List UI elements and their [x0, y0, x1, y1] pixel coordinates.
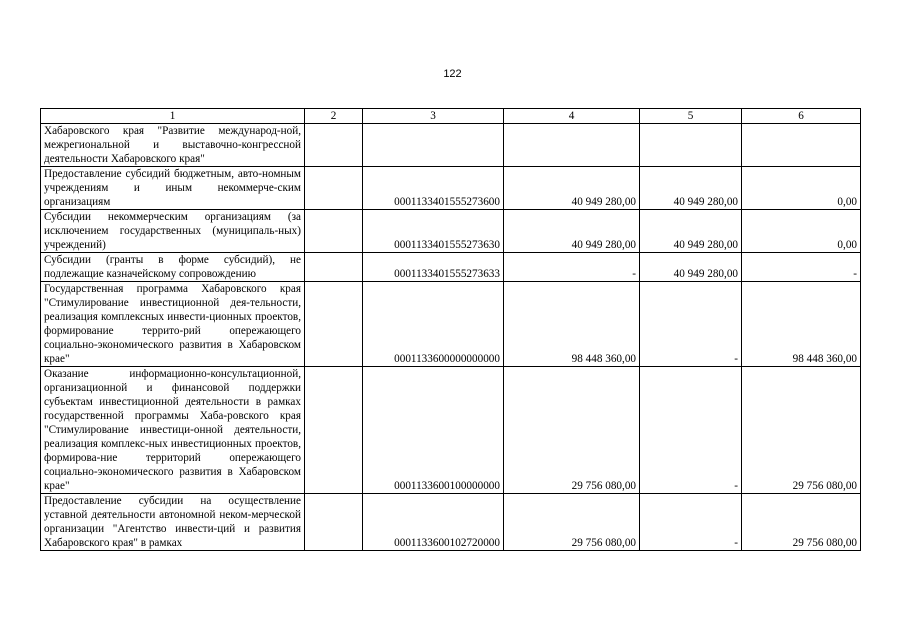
row-name: Субсидии некоммерческим организациям (за исключением государственных (муниципаль-ных) учреждений) [41, 210, 305, 253]
row-value-6 [742, 124, 861, 167]
row-value-5: 40 949 280,00 [640, 253, 742, 282]
row-value-5: 40 949 280,00 [640, 210, 742, 253]
table-row [41, 167, 861, 210]
row-col2 [305, 210, 363, 253]
table-row [41, 253, 861, 282]
column-header-2: 2 [305, 109, 363, 124]
column-header-4: 4 [504, 109, 640, 124]
column-header-3: 3 [363, 109, 504, 124]
row-value-4: - [504, 253, 640, 282]
row-value-4: 98 448 360,00 [504, 282, 640, 367]
row-value-5: - [640, 367, 742, 494]
row-value-6: 0,00 [742, 167, 861, 210]
row-code: 0001133401555273633 [363, 253, 504, 282]
column-header-6: 6 [742, 109, 861, 124]
row-value-6: 0,00 [742, 210, 861, 253]
row-col2 [305, 367, 363, 494]
row-col2 [305, 253, 363, 282]
row-code [363, 124, 504, 167]
row-col2 [305, 282, 363, 367]
row-col2 [305, 494, 363, 551]
row-name: Субсидии (гранты в форме субсидий), не подлежащие казначейскому сопровождению [41, 253, 305, 282]
row-value-4: 40 949 280,00 [504, 167, 640, 210]
row-value-5: - [640, 494, 742, 551]
row-value-4: 29 756 080,00 [504, 494, 640, 551]
row-col2 [305, 167, 363, 210]
table-header-row [41, 109, 861, 124]
row-value-6: 29 756 080,00 [742, 367, 861, 494]
page-number: 122 [443, 68, 462, 80]
table-row [41, 367, 861, 494]
row-name: Хабаровского края "Развитие международ-ной, межрегиональной и выставочно-конгрессной деятельности Хабаровского края" [41, 124, 305, 167]
row-value-4: 29 756 080,00 [504, 367, 640, 494]
table-row [41, 210, 861, 253]
row-col2 [305, 124, 363, 167]
row-name: Предоставление субсидии на осуществление уставной деятельности автономной неком-мерческой организации "Агентство инвести-ций и развития Хабаровского края" в рамках [41, 494, 305, 551]
row-value-6: - [742, 253, 861, 282]
row-value-6: 98 448 360,00 [742, 282, 861, 367]
row-value-6: 29 756 080,00 [742, 494, 861, 551]
row-value-4 [504, 124, 640, 167]
row-code: 0001133600102720000 [363, 494, 504, 551]
column-header-5: 5 [640, 109, 742, 124]
table-row [41, 124, 861, 167]
row-code: 0001133401555273600 [363, 167, 504, 210]
row-value-5: - [640, 282, 742, 367]
row-value-5: 40 949 280,00 [640, 167, 742, 210]
column-header-1: 1 [41, 109, 305, 124]
row-name: Оказание информационно-консультационной, организационной и финансовой поддержки субъектам инвестиционной деятельности в рамках государственной программы Хаба-ровского края "Стимулирование инвестици-онной деятельности, реализация комплекс-ных инвестиционных проектов, формирова-ние территорий опережающего социально-экономического развития в Хабаровском крае" [41, 367, 305, 494]
row-name: Предоставление субсидий бюджетным, авто-номным учреждениям и иным некоммерче-ским организациям [41, 167, 305, 210]
row-code: 0001133600000000000 [363, 282, 504, 367]
table-row [41, 282, 861, 367]
row-name: Государственная программа Хабаровского края "Стимулирование инвестиционной дея-тельности, реализация комплексных инвести-ционных проектов, формирование террито-рий опережающего социально-экономического развития в Хабаровском крае" [41, 282, 305, 367]
row-value-5 [640, 124, 742, 167]
row-code: 0001133600100000000 [363, 367, 504, 494]
table-row [41, 494, 861, 551]
budget-table [40, 108, 861, 551]
row-code: 0001133401555273630 [363, 210, 504, 253]
row-value-4: 40 949 280,00 [504, 210, 640, 253]
